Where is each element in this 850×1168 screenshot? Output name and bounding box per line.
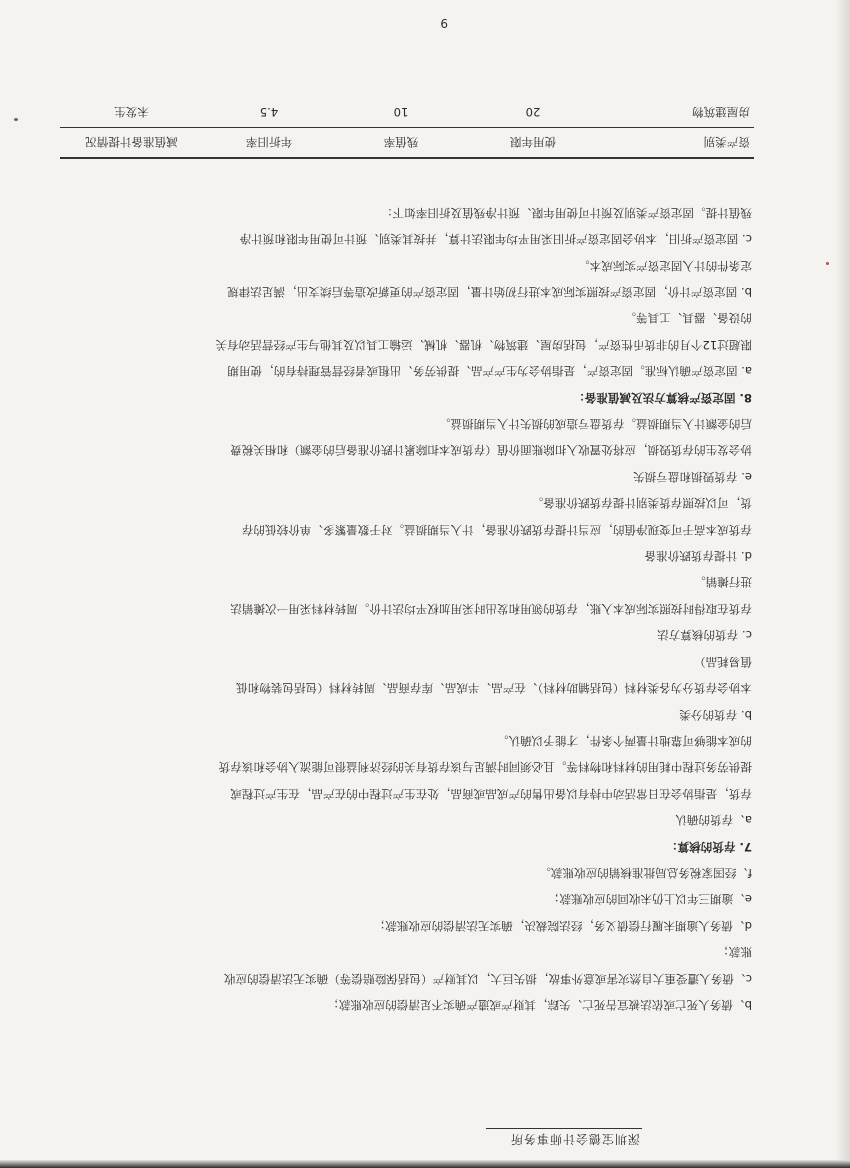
- cell-useful-life: 20: [525, 105, 541, 119]
- body-line: 存货成本高于可变现净值的，应当计提存货跌价准备，计入当期损益。对于数量繁多、单价较低的存: [241, 522, 752, 537]
- table-top-rule: [60, 157, 754, 159]
- page-number: 9: [440, 16, 448, 30]
- body-line: 定条件的计入固定资产实际成本。: [578, 258, 752, 273]
- col-header-residual-rate: 残值率: [335, 128, 467, 158]
- body-line: d. 计提存货跌价准备: [644, 549, 752, 564]
- scan-speck: [14, 118, 18, 121]
- body-line: 限超过12个月的非货币性资产，包括房屋、建筑物、机器、机械、运输工具以及其他与生产经营活动有关: [215, 337, 752, 352]
- section-heading: 8. 固定资产核算方法及减值准备：: [573, 390, 752, 405]
- scan-speck: [826, 262, 829, 265]
- body-line: 进行摊销。: [694, 575, 752, 590]
- cell-impairment: 未发生: [114, 105, 149, 119]
- header-underline: [486, 1128, 642, 1129]
- body-line: f、经国家税务总局批准核销的应收账款。: [539, 865, 752, 880]
- body-line: e. 存货毁损和盘亏损失: [633, 469, 752, 484]
- body-line: a、存货的确认: [675, 813, 752, 828]
- body-line: 的设备、器具、工具等。: [624, 311, 752, 326]
- body-line: c. 固定资产折旧，本协会固定资产折旧采用平均年限法计算，并按其类别、预计可使用年限和预计净: [239, 232, 752, 247]
- col-header-annual-depreciation: 年折旧率: [203, 128, 335, 158]
- body-line: b、债务人死亡或依法被宣告死亡、失踪，其财产或遗产确实不足清偿的应收账款；: [327, 998, 752, 1012]
- cell-residual-rate: 10: [393, 105, 409, 119]
- body-line: c、债务人遭受重大自然灾害或意外事故，损失巨大，以其财产（包括保险赔偿等）确实无法清偿的应收: [223, 971, 752, 986]
- depreciation-table: [60, 97, 754, 159]
- col-header-impairment: 减值准备计提情况: [60, 128, 203, 158]
- table-row: [60, 97, 754, 128]
- body-line: 后的金额计入当期损益。存货盘亏造成的损失计入当期损益。: [438, 417, 752, 432]
- body-line: e、逾期三年以上仍未收回的应收账款；: [547, 892, 752, 907]
- body-line: 存货在取得时按照实际成本入账，存货的领用和发出时采用加权平均法计价。周转材料采用一次摊销法: [230, 601, 752, 616]
- body-line: b. 存货的分类: [679, 707, 752, 722]
- body-line: d、债务人逾期未履行偿债义务，经法院裁决，确实无法清偿的应收账款；: [373, 918, 752, 933]
- body-line: 存货，是指协会在日常活动中持有以备出售的产成品或商品，处在生产过程中的在产品，在生产过程或: [230, 786, 752, 801]
- body-line: a. 固定资产确认标准。固定资产，是指协会为生产产品、提供劳务、出租或者经营管理持有的，使用期: [227, 364, 752, 379]
- body-line: 提供劳务过程中耗用的材料和物料等。且必须同时满足与该存货有关的经济利益很可能流入协会和该存货: [218, 760, 752, 775]
- body-line: c. 存货的核算方法: [657, 628, 752, 643]
- body-line: 货，可以按照存货类别计提存货跌价准备。: [531, 496, 752, 511]
- table-header-row: [60, 128, 754, 158]
- body-line: 残值计提。固定资产类别及预计可使用年限、预计净残值及折旧率如下：: [380, 205, 752, 220]
- firm-header: 深圳宝德会计师事务所: [509, 1132, 640, 1146]
- scan-shadow-right: [836, 0, 850, 1168]
- body-line: 本协会存货分为各类材料（包括辅助材料）、在产品、半成品、库存商品、周转材料（包括包装物和低: [236, 681, 752, 696]
- cell-annual-depreciation: 4.5: [259, 105, 279, 119]
- body-line: b. 固定资产计价，固定资产按照实际成本进行初始计量，固定资产的更新改造等后续支出，满足法律规: [227, 285, 752, 300]
- body-line: 值易耗品）: [694, 654, 752, 669]
- col-header-asset-class: 资产类别: [599, 128, 754, 158]
- section-heading: 7. 存货的核算：: [665, 839, 752, 854]
- body-line: 的成本能够可靠地计量两个条件，才能予以确认。: [496, 733, 752, 748]
- document-body: [62, 199, 752, 1018]
- cell-asset-class: 房屋建筑物: [692, 105, 750, 119]
- scan-shadow-bottom: [0, 1160, 850, 1168]
- col-header-useful-life: 使用年限: [467, 128, 599, 158]
- body-line: 账款；: [717, 945, 752, 960]
- body-line: 协会发生的存货毁损，应将处置收入扣除账面价值（存货成本扣除累计跌价准备后的金额）和相关税费: [230, 443, 752, 458]
